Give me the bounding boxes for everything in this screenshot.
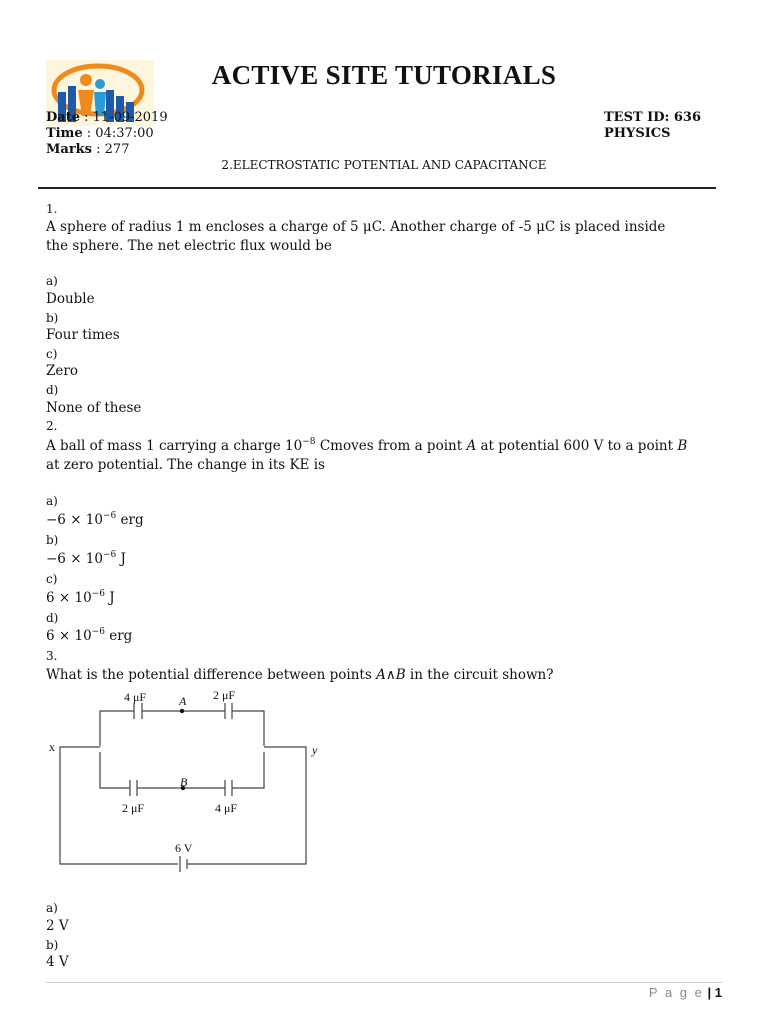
page-footer	[649, 985, 722, 1000]
time-value: : 04:37:00	[86, 126, 154, 141]
page-separator: |	[707, 985, 712, 1000]
option-letter: b)	[46, 533, 59, 547]
page-title: ACTIVE SITE TUTORIALS	[211, 60, 557, 90]
option-text: $-6 \times 10^{-6}$ erg	[46, 511, 144, 528]
point-b-label: B	[180, 775, 188, 789]
marks-value: : 277	[96, 142, 130, 157]
marks-label: Marks	[46, 142, 92, 157]
option-letter: a)	[46, 274, 58, 288]
option-text: Four times	[46, 327, 120, 343]
date-label: Date	[46, 110, 80, 125]
option-text: Double	[46, 291, 95, 307]
option-text: 2 V	[46, 918, 69, 934]
question-line: the sphere. The net electric flux would be	[46, 238, 332, 254]
date-value: : 11-09-2019	[84, 110, 168, 125]
top-branch-wire	[100, 711, 134, 746]
node-x-label: x	[49, 740, 55, 754]
bottom-branch-wire	[232, 752, 264, 788]
option-text: $6 \times 10^{-6}$ erg	[46, 627, 133, 644]
option-letter: a)	[46, 901, 58, 915]
option-text: None of these	[46, 400, 142, 416]
top-left-capacitor-label: 4 μF	[124, 690, 147, 704]
question-number: 1.	[46, 202, 58, 216]
option-text: $6 \times 10^{-6}$ J	[46, 589, 115, 606]
chapter-heading: 2.ELECTROSTATIC POTENTIAL AND CAPACITANCE	[221, 158, 547, 172]
top-right-capacitor-label: 2 μF	[213, 688, 236, 702]
subject: PHYSICS	[604, 126, 671, 141]
footer-divider	[46, 982, 722, 983]
option-letter: c)	[46, 347, 58, 361]
page-word: P a g e	[648, 985, 704, 1000]
question-text: What is the potential difference between points A∧B in the circuit shown?	[46, 667, 554, 683]
bottom-right-capacitor-label: 4 μF	[215, 801, 238, 815]
test-id: TEST ID: 636	[604, 110, 701, 125]
question-number: 2.	[46, 419, 58, 433]
option-text: 4 V	[46, 954, 69, 970]
question-line: A ball of mass 1 carrying a charge $10^{-8}$ Cmoves from a point A at potential 600 V to a point B	[46, 437, 688, 454]
bottom-left-capacitor-label: 2 μF	[122, 801, 145, 815]
point-a-node	[180, 709, 184, 713]
question-line: A sphere of radius 1 m encloses a charge of 5 μC. Another charge of -5 μC is placed inside	[46, 219, 666, 235]
option-letter: a)	[46, 494, 58, 508]
outer-loop-wire	[187, 747, 306, 864]
outer-loop-wire	[60, 747, 178, 864]
top-branch-wire	[232, 711, 264, 746]
option-letter: b)	[46, 938, 59, 952]
question-number: 3.	[46, 649, 58, 663]
option-letter: d)	[46, 611, 59, 625]
option-letter: c)	[46, 572, 58, 586]
page-number: 1	[714, 985, 722, 1000]
time-label: Time	[46, 126, 83, 141]
option-text: $-6 \times 10^{-6}$ J	[46, 550, 126, 567]
option-letter: d)	[46, 383, 59, 397]
point-a-label: A	[179, 694, 187, 708]
question-line: at zero potential. The change in its KE is	[46, 457, 325, 473]
node-y-label: y	[312, 743, 318, 757]
bottom-branch-wire	[100, 752, 130, 788]
option-letter: b)	[46, 311, 59, 325]
option-text: Zero	[46, 363, 78, 379]
battery-label: 6 V	[175, 841, 193, 855]
